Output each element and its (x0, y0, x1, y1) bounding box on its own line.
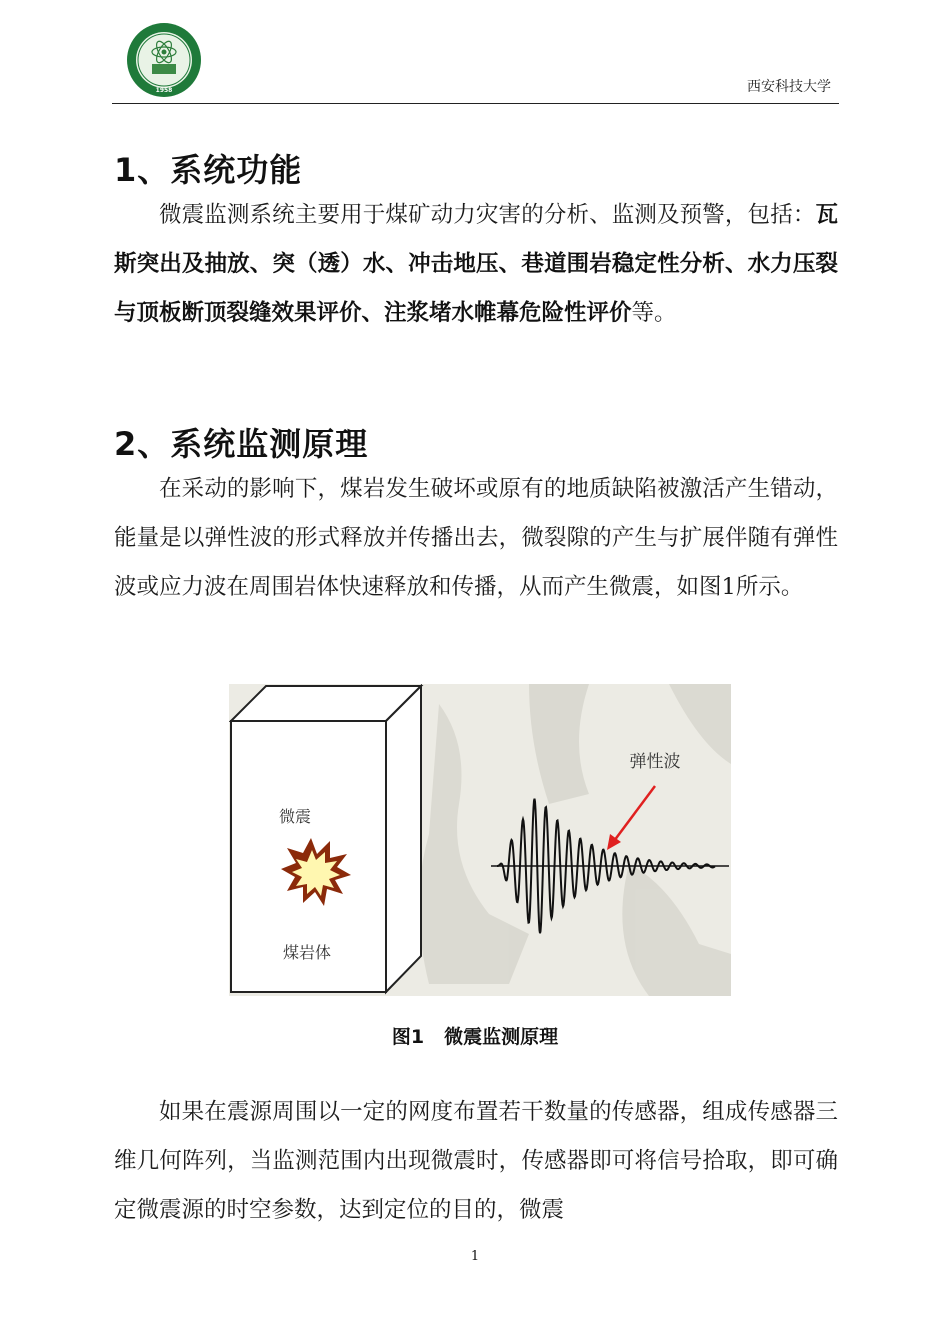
section1-bold-list: 瓦斯突出及抽放、突（透）水、冲击地压、巷道围岩稳定性分析、水力压裂与顶板断顶裂缝效果评价、注浆堵水帷幕危险性评价 (114, 202, 838, 326)
section2-paragraph-2: 如果在震源周围以一定的网度布置若干数量的传感器，组成传感器三维几何阵列，当监测范围内出现微震时，传感器即可将信号拾取，即可确定微震源的时空参数，达到定位的目的，微震 (114, 1099, 838, 1223)
block-side-face (386, 686, 421, 992)
label-coal-rock: 煤岩体 (282, 943, 332, 962)
label-microseism: 微震 (278, 807, 312, 826)
section2-paragraph-1: 在采动的影响下，煤岩发生破坏或原有的地质缺陷被激活产生错动，能量是以弹性波的形式释放并传播出去，微裂隙的产生与扩展伴随有弹性波或应力波在周围岩体快速释放和传播，从而产生微震，如图1所示。 (114, 476, 838, 600)
page-header (112, 22, 839, 104)
label-elastic-wave: 弹性波 (629, 752, 681, 772)
page-number: 1 (470, 1249, 480, 1264)
logo-year: 1958 (155, 87, 173, 94)
section1-heading: 1、系统功能 (114, 151, 303, 189)
section1-ending: 等。 (631, 300, 677, 326)
section2-heading: 2、系统监测原理 (114, 425, 369, 463)
figure-caption (0, 1022, 950, 1049)
figure-title: 微震监测原理 (444, 1026, 559, 1048)
university-seal-icon (126, 22, 202, 98)
header-divider (112, 103, 839, 104)
figure-microseismic-principle (229, 684, 731, 996)
section1-paragraph (114, 191, 838, 338)
figure-number: 图1 (391, 1026, 425, 1048)
section1-intro: 微震监测系统主要用于煤矿动力灾害的分析、监测及预警，包括： (159, 202, 816, 228)
header-university-name: 西安科技大学 (747, 79, 831, 95)
